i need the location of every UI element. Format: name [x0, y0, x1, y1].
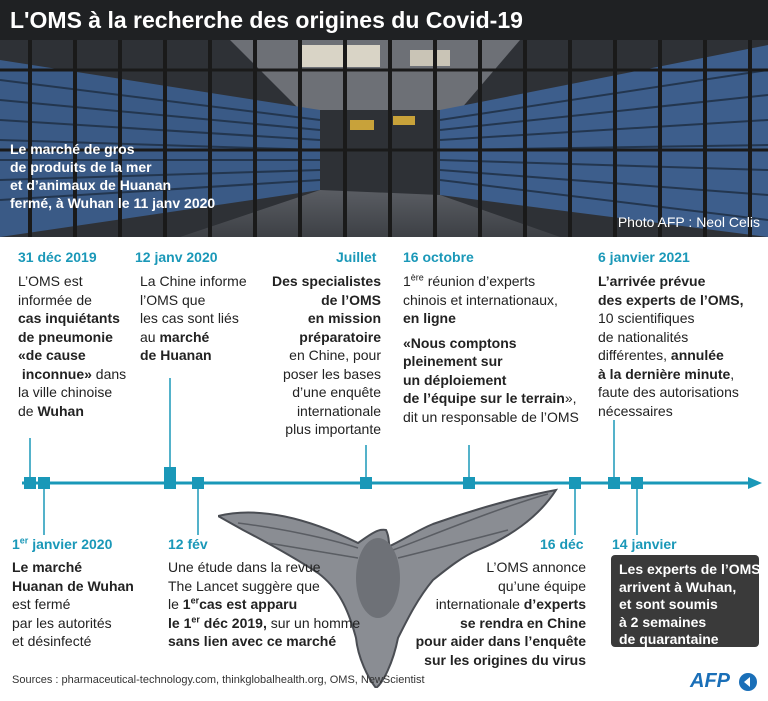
text-line	[168, 614, 360, 633]
text-line: à 2 semaines	[619, 613, 707, 630]
text-line: Le marché	[12, 559, 83, 575]
text-line: sur les origines du virus	[424, 651, 586, 668]
event-1er-janvier-2020-text	[12, 558, 134, 651]
text-line: plus importante	[285, 421, 381, 437]
date-31dec-2019: 31 déc 2019	[18, 249, 97, 265]
text-line: de l’OMS	[321, 291, 381, 308]
date-num: 1	[12, 536, 20, 552]
text-bold: le	[168, 614, 184, 631]
text-line: est fermé	[12, 596, 71, 612]
date-1er-janvier-2020	[12, 536, 112, 552]
text-bold: cas est apparu	[199, 596, 298, 612]
text-line: se rendra en Chine	[459, 614, 586, 631]
text-line: dit un responsable de l’OMS	[403, 408, 579, 425]
text-line: l’OMS que	[140, 291, 206, 308]
marker-16dec	[569, 477, 581, 489]
text-line	[405, 595, 586, 614]
text-line: de quarantaine	[619, 631, 719, 647]
caption-line: fermé, à Wuhan le 11 janv 2020	[10, 195, 216, 211]
text-line: et sont soumis	[619, 596, 718, 612]
text-plain: 1	[403, 273, 411, 289]
text-line: Huanan de Wuhan	[12, 577, 134, 594]
text-line: «de cause	[18, 347, 86, 363]
text-line: «Nous comptons	[403, 334, 517, 351]
text-line	[598, 346, 744, 365]
text-plain: réunion d’experts	[423, 273, 536, 289]
text-line: L’arrivée prévue	[598, 273, 706, 289]
afp-logo	[690, 668, 760, 696]
caption-line: et d’animaux de Huanan	[10, 177, 172, 193]
event-14-janvier-box	[611, 555, 759, 647]
text-line: et désinfecté	[12, 633, 92, 649]
text-line: en Chine, pour	[289, 347, 381, 363]
date-12janv-2020: 12 janv 2020	[135, 249, 218, 265]
text-line: internationale	[296, 402, 381, 419]
text-line: préparatoire	[299, 328, 381, 345]
date-6-janvier-2021: 6 janvier 2021	[598, 249, 690, 265]
text-plain: internationale	[435, 596, 524, 612]
text-bold: Wuhan	[37, 402, 84, 419]
text-line: les cas sont liés	[140, 310, 239, 326]
text-plain: dans	[91, 365, 127, 382]
text-plain: sur un homme	[266, 614, 361, 631]
text-line	[598, 365, 744, 384]
timeline-arrow	[748, 477, 762, 489]
text-line	[18, 365, 126, 384]
text-line: en ligne	[403, 310, 456, 326]
text-line: en mission	[307, 310, 381, 326]
text-line: des experts de l’OMS,	[598, 291, 744, 308]
event-31dec-2019-text	[18, 272, 126, 420]
text-bold: déc 2019,	[199, 614, 267, 631]
text-line	[403, 389, 579, 408]
event-12-fev-text	[168, 558, 360, 651]
text-line: L’OMS est	[18, 273, 83, 289]
marker-12janv	[164, 467, 176, 489]
text-line: L’OMS annonce	[486, 559, 586, 575]
page-title: L'OMS à la recherche des origines du Covid-19	[0, 0, 768, 40]
text-bold: de l’équipe sur le terrain	[403, 390, 565, 406]
text-line: par les autorités	[12, 614, 112, 631]
text-line: faute des autorisations	[598, 384, 739, 400]
date-16-octobre: 16 octobre	[403, 249, 474, 265]
date-12-fev: 12 fév	[168, 536, 208, 552]
text-line: de Huanan	[140, 347, 212, 363]
text-bold: inconnue»	[21, 365, 92, 382]
text-line	[140, 328, 247, 347]
text-line: poser les bases	[282, 365, 381, 382]
text-line: Une étude dans la revue	[168, 559, 321, 575]
text-sup: er	[191, 613, 200, 624]
text-line: The Lancet suggère que	[168, 577, 320, 594]
date-14-janvier: 14 janvier	[612, 536, 677, 552]
text-bold: 1	[183, 614, 192, 631]
text-line: pleinement sur	[403, 353, 503, 369]
text-line: de nationalités	[598, 328, 689, 345]
text-plain: le	[168, 596, 183, 612]
text-line	[403, 272, 579, 291]
afp-logo-icon	[690, 668, 760, 696]
marker-6janv	[608, 477, 620, 489]
text-line: La Chine informe	[140, 273, 247, 289]
text-plain: au	[140, 328, 160, 345]
text-line: un déploiement	[403, 371, 507, 388]
text-line: cas inquiétants	[18, 310, 120, 326]
date-16-dec: 16 déc	[540, 536, 584, 552]
date-sup: er	[19, 535, 29, 546]
text-line: Les experts de l’OMS	[619, 561, 761, 577]
text-line: qu’une équipe	[498, 577, 586, 594]
event-16-octobre-text	[403, 272, 579, 426]
afp-logo-text: AFP	[690, 670, 730, 692]
text-line: arrivent à Wuhan,	[619, 578, 737, 595]
text-plain: »,	[564, 390, 577, 406]
text-sup: er	[190, 595, 200, 606]
text-bold: d’experts	[523, 596, 586, 612]
text-line: de pneumonie	[18, 328, 113, 345]
text-line: informée de	[18, 291, 92, 308]
text-line	[168, 595, 360, 614]
text-line: sans lien avec ce marché	[168, 633, 337, 649]
event-juillet-text	[252, 272, 381, 439]
caption-line: de produits de la mer	[10, 159, 152, 175]
event-16-dec-text	[405, 558, 586, 669]
text-line	[18, 402, 126, 421]
marker-31dec	[24, 477, 36, 489]
text-line: pour aider dans l’enquête	[415, 633, 586, 649]
text-bold: marché	[159, 328, 210, 345]
text-line: Des specialistes	[272, 273, 381, 289]
text-line: 10 scientifiques	[598, 310, 695, 326]
text-plain: différentes,	[598, 347, 671, 363]
sources-footer: Sources : pharmaceutical-technology.com, thinkglobalhealth.org, OMS, NewScientist	[12, 674, 425, 686]
event-12janv-2020-text	[140, 272, 247, 365]
text-bold: 1	[182, 596, 191, 612]
text-line: la ville chinoise	[18, 384, 113, 400]
date-rest: janvier 2020	[28, 536, 113, 552]
text-line: chinois et internationaux,	[403, 291, 558, 308]
text-bold: à la dernière minute	[598, 365, 731, 382]
marker-14janv	[631, 477, 643, 489]
marker-1janv	[38, 477, 50, 489]
text-line: d’une enquête	[292, 384, 381, 400]
date-juillet: Juillet	[336, 249, 377, 265]
marker-12fev	[192, 477, 204, 489]
caption-line: Le marché de gros	[10, 141, 135, 157]
text-line: nécessaires	[598, 402, 673, 419]
text-plain: de	[18, 402, 38, 419]
event-6-janvier-2021-text	[598, 272, 744, 420]
text-sup: ère	[410, 272, 424, 283]
photo-credit: Photo AFP : Neol Celis	[617, 214, 760, 230]
text-bold: annulée	[670, 347, 724, 363]
text-plain: ,	[730, 365, 735, 382]
